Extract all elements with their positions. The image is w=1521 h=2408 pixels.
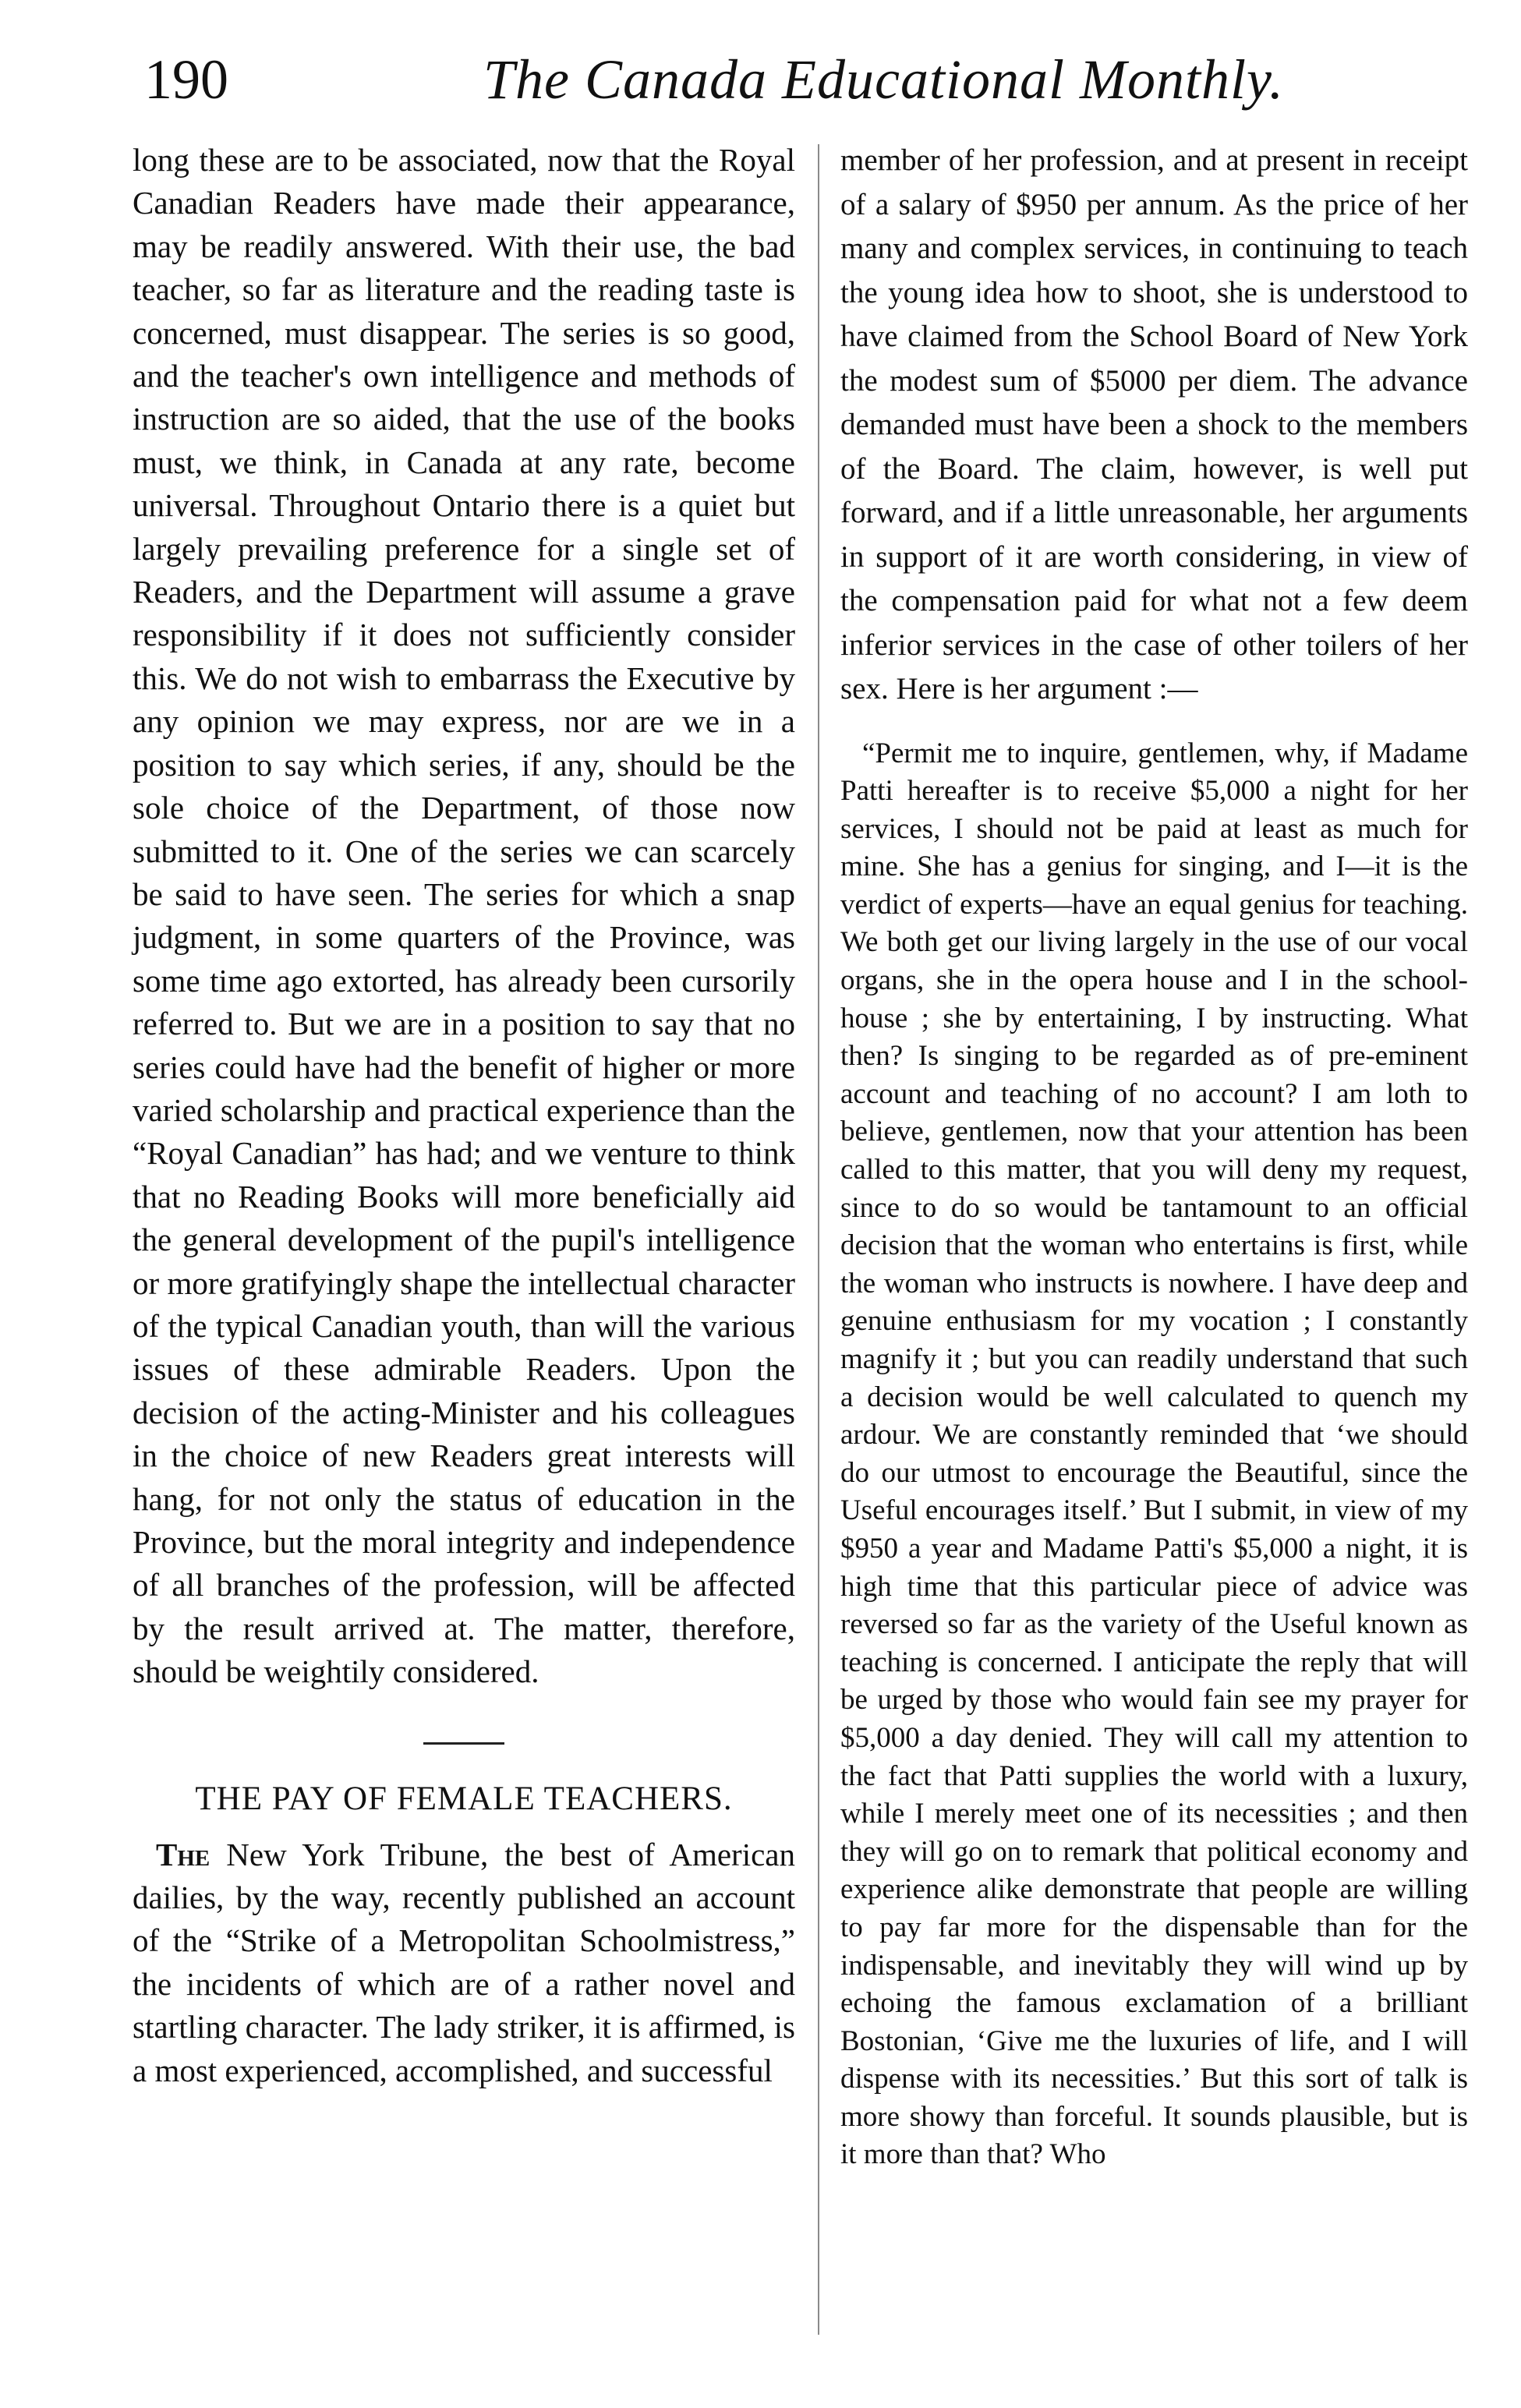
left-column [133,139,795,2092]
right-column [840,139,1468,2174]
left-paragraph-2 [133,1833,795,2092]
section-divider-rule [423,1742,504,1745]
quoted-argument: “Permit me to inquire, gentlemen, why, if Madame Patti hereafter is to receive $5,000 a night for her services, I should not be paid at least as much for mine. She has a genius for singing, and I—it is the verdict of experts—have an equal genius for teaching. We both get our living largely in the use of our vocal organs, she in the opera house and I in the school-house ; she by entertaining, I by instructing. What then? Is singing to be regarded as of pre-eminent account and teaching of no account? I am loth to believe, gentlemen, now that your attention has been called to this matter, that you will deny my request, since to do so would be tantamount to an official decision that the woman who entertains is first, while the woman who instructs is nowhere. I have deep and genuine enthusiasm for my vocation ; I constantly magnify it ; but you can readily understand that such a decision would be well calculated to quench my ardour. We are constantly reminded that ‘we should do our utmost to encourage the Beautiful, since the Useful encourages itself.’ But I submit, in view of my $950 a year and Madame Patti's $5,000 a night, it is high time that this particular piece of advice was reversed so far as the variety of the Useful known as teaching is concerned. I anticipate the reply that will be urged by those who would fain see my prayer for $5,000 a day denied. They will call my attention to the fact that Patti supplies the world with a luxury, while I merely meet one of its necessities ; and then they will go on to remark that political economy and experience alike demonstrate that people are willing to pay far more for the dispensable than for the indispensable, and inevitably they will wind up by echoing the famous exclamation of a brilliant Bostonian, ‘Give me the luxuries of life, and I will dispense with its necessities.’ But this sort of talk is more showy than forceful. It sounds plausible, but is it more than that? Who [840,737,1468,2171]
journal-title: The Canada Educational Monthly. [483,48,1284,111]
column-divider [818,144,819,2335]
running-header [0,41,1521,126]
section-title: THE PAY OF FEMALE TEACHERS. [195,1780,733,1817]
section-lead-word: The [156,1836,210,1872]
left-paragraph-2-text: New York Tribune, the best of American dailies, by the way, recently published an account of the “Strike of a Metropolitan Schoolmistress,” the incidents of which are of a rather novel and startling character. The lady striker, it is affirmed, is a most experienced, accomplished, and successful [133,1836,795,2088]
page-number: 190 [144,48,228,111]
left-paragraph-1: long these are to be associated, now that the Royal Canadian Readers have made their appearance, may be readily answered. With their use, the bad teacher, so far as literature and the reading taste is concerned, must disappear. The series is so good, and the teacher's own intelligence and methods of instruction are so aided, that the use of the books must, we think, in Canada at any rate, become universal. Throughout Ontario there is a quiet but largely prevailing preference for a single set of Readers, and the Department will assume a grave responsibility if it does not sufficiently consider this. We do not wish to embarrass the Executive by any opinion we may express, nor are we in a position to say which series, if any, should be the sole choice of the Department, of those now submitted to it. One of the series we can scarcely be said to have seen. The series for which a snap judgment, in some quarters of the Province, was some time ago extorted, has already been cursorily referred to. But we are in a position to say that no series could have had the benefit of higher or more varied scholarship and practical experience than the “Royal Canadian” has had; and we venture to think that no Reading Books will more beneficially aid the general development of the pupil's intelligence or more gratifyingly shape the intellectual character of the typical Canadian youth, than will the various issues of these admirable Readers. Upon the decision of the acting-Minister and his colleagues in the choice of new Readers great interests will hang, for not only the status of education in the Province, but the moral integrity and independence of all branches of the profession, will be affected by the result arrived at. The matter, therefore, should be weightily considered. [133,142,795,1690]
right-paragraph-1: member of her profession, and at present in receipt of a salary of $950 per annum. As the price of her many and complex services, in continuing to teach the young idea how to shoot, she is understood to have claimed from the School Board of New York the modest sum of $5000 per diem. The advance demanded must have been a shock to the members of the Board. The claim, however, is well put forward, and if a little unreasonable, her arguments in support of it are worth considering, in view of the compensation paid for what not a few deem inferior services in the case of other toilers of her sex. Here is her argument :— [840,143,1468,705]
